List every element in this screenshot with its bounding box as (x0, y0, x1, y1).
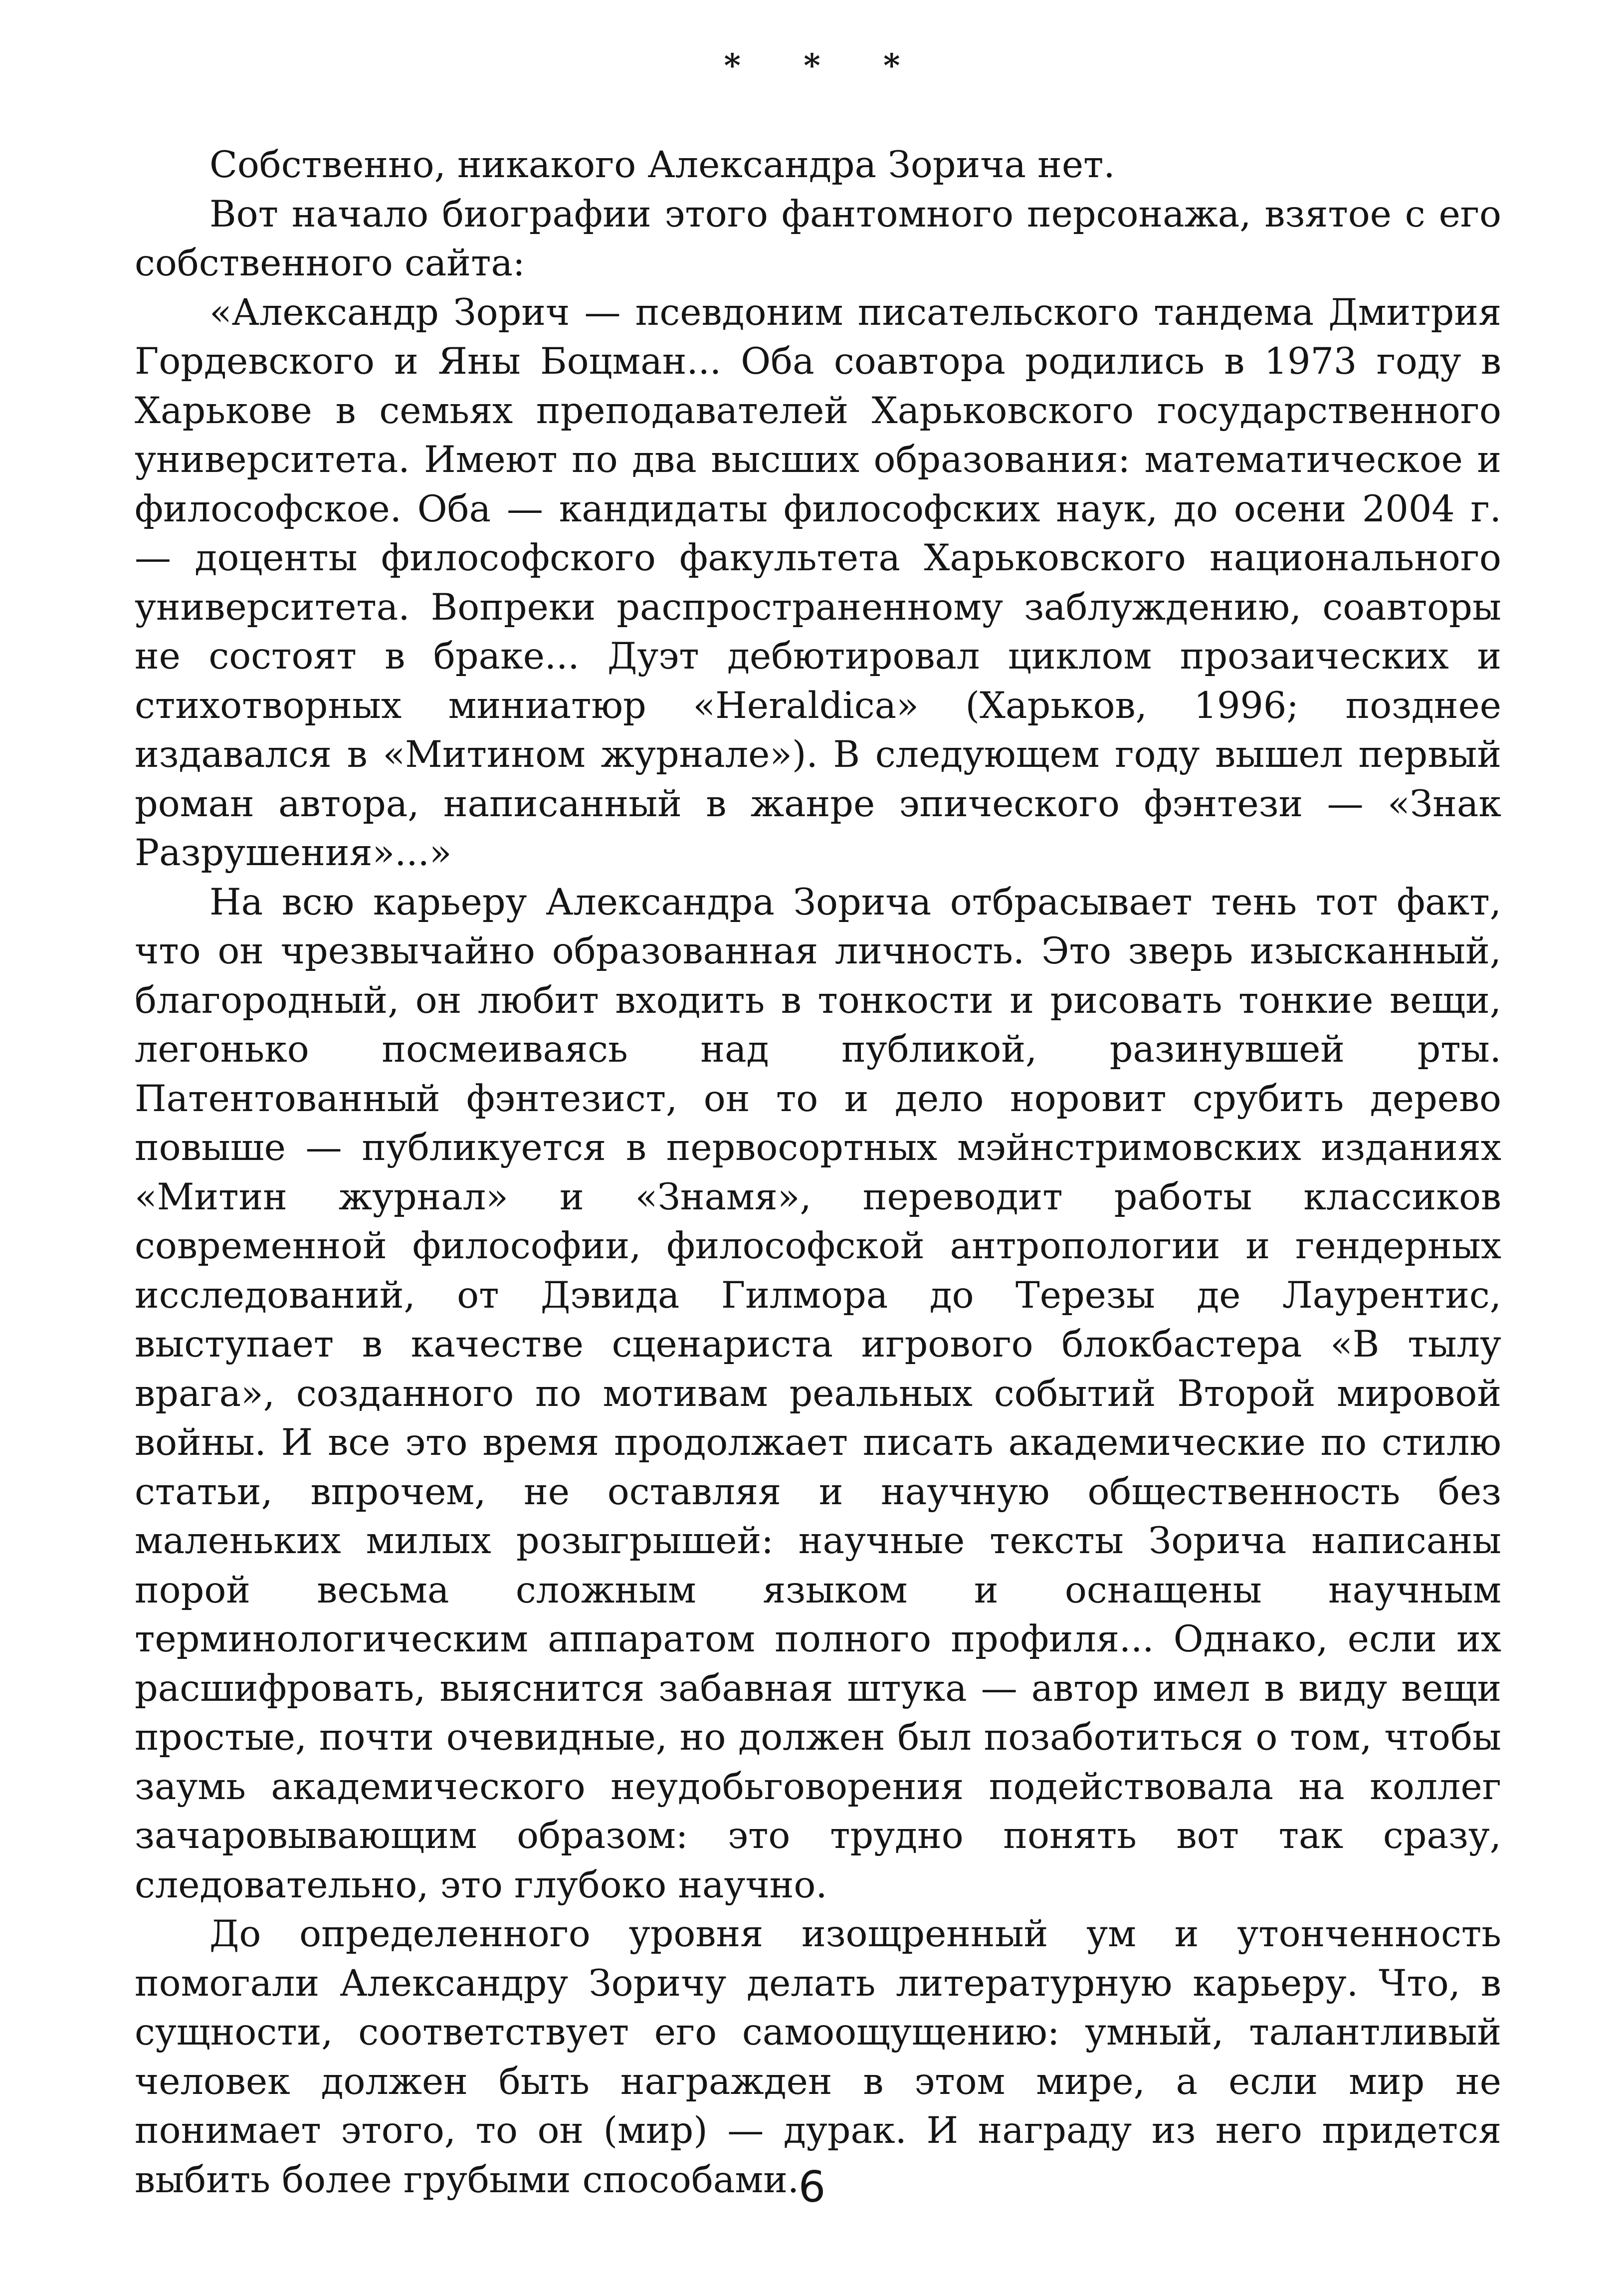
paragraph: На всю карьеру Александра Зорича отбрасывает тень тот факт, что он чрезвычайно образованная личность. Это зверь изысканный, благородный, он любит входить в тонкости и рисовать тонкие вещи, легонько посмеиваясь над публикой, разинувшей рты. Патентованный фэнтезист, он то и дело норовит срубить дерево повыше — публикуется в первосортных мэйнстримовских изданиях «Митин журнал» и «Знамя», переводит работы классиков современной философии, философской антропологии и гендерных исследований, от Дэвида Гилмора до Терезы де Лаурентис, выступает в качестве сценариста игрового блокбастера «В тылу врага», созданного по мотивам реальных событий Второй мировой войны. И все это время продолжает писать академические по стилю статьи, впрочем, не оставляя и научную общественность без маленьких милых розыгрышей: научные тексты Зорича написаны порой весьма сложным языком и оснащены научным терминологическим аппаратом полного профиля... Однако, если их расшифровать, выяснится забавная штука — автор имел в виду вещи простые, почти очевидные, но должен был позаботиться о том, чтобы заумь академического неудобьговорения подействовала на коллег зачаровывающим образом: это трудно понять вот так сразу, следовательно, это глубоко научно. (135, 881, 1501, 1906)
paragraph: Вот начало биографии этого фантомного персонажа, взятое с его собственного сайта: (135, 193, 1501, 284)
body-text (135, 141, 1501, 2205)
page-number: 6 (798, 2162, 826, 2212)
section-separator: * * * (724, 47, 926, 84)
paragraph: Собственно, никакого Александра Зорича нет. (209, 144, 1115, 186)
paragraph: До определенного уровня изощренный ум и утонченность помогали Александру Зоричу делать литературную карьеру. Что, в сущности, соответствует его самоощущению: умный, талантливый человек должен быть награжден в этом мире, а если мир не понимает этого, то он (мир) — дурак. И награду из него придется выбить более грубыми способами. (135, 1913, 1501, 2201)
quoted-biography-paragraph: «Александр Зорич — псевдоним писательского тандема Дмитрия Гордевского и Яны Боцман... Оба соавтора родились в 1973 году в Харькове в семьях преподавателей Харьковского государственного университета. Имеют по два высших образования: математическое и философское. Оба — кандидаты философских наук, до осени 2004 г. — доценты философского факультета Харьковского национального университета. Вопреки распространенному заблуждению, соавторы не состоят в браке... Дуэт дебютировал циклом прозаических и стихотворных миниатюр «Heraldica» (Харьков, 1996; позднее издавался в «Митином журнале»). В следующем году вышел первый роман автора, написанный в жанре эпического фэнтези — «Знак Разрушения»...» (135, 291, 1501, 874)
